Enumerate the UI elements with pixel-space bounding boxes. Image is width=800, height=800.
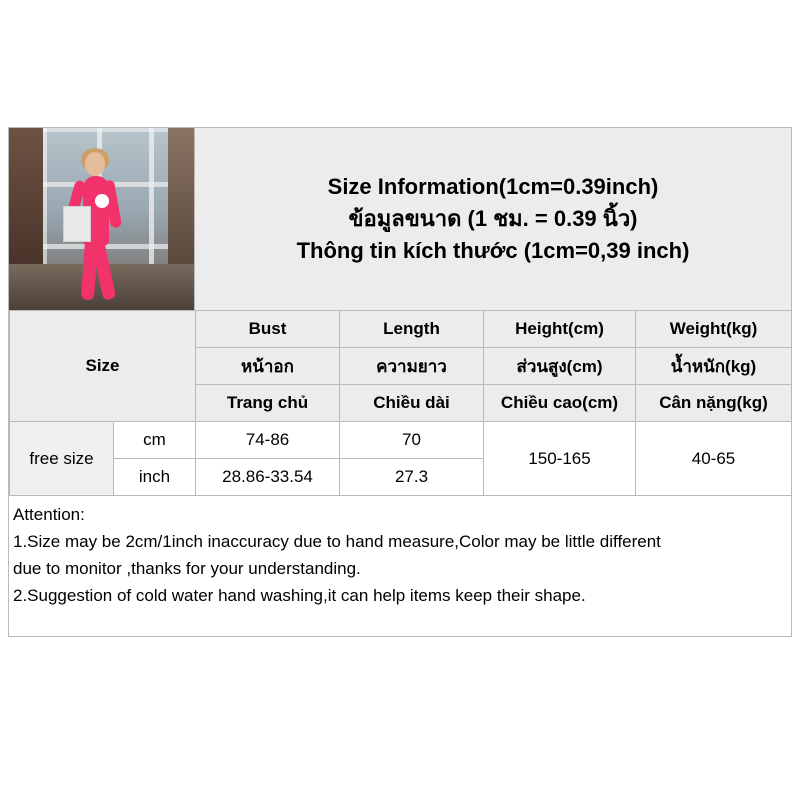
attention-block bbox=[9, 496, 791, 615]
length-cm: 70 bbox=[340, 422, 484, 459]
col-header-bust-vi: Trang chủ bbox=[196, 385, 340, 422]
size-table bbox=[9, 310, 792, 496]
col-header-height-vi: Chiều cao(cm) bbox=[484, 385, 636, 422]
height-value: 150-165 bbox=[484, 422, 636, 496]
col-header-weight-th: น้ำหนัก(kg) bbox=[636, 348, 792, 385]
title-line-en: Size Information(1cm=0.39inch) bbox=[327, 174, 659, 200]
chart-header bbox=[9, 128, 791, 310]
col-header-length-vi: Chiều dài bbox=[340, 385, 484, 422]
title-line-th: ข้อมูลขนาด (1 ชม. = 0.39 นิ้ว) bbox=[348, 206, 638, 232]
curtain bbox=[63, 206, 91, 242]
col-header-weight-vi: Cân nặng(kg) bbox=[636, 385, 792, 422]
title-line-vi: Thông tin kích thước (1cm=0,39 inch) bbox=[296, 237, 690, 263]
watermark-dot-icon bbox=[95, 194, 109, 208]
attention-line-2: due to monitor ,thanks for your understanding. bbox=[13, 559, 361, 579]
col-header-bust-th: หน้าอก bbox=[196, 348, 340, 385]
col-header-height-th: ส่วนสูง(cm) bbox=[484, 348, 636, 385]
model-photo bbox=[9, 128, 195, 310]
weight-value: 40-65 bbox=[636, 422, 792, 496]
col-header-length-en: Length bbox=[340, 311, 484, 348]
bust-cm: 74-86 bbox=[196, 422, 340, 459]
unit-cm: cm bbox=[114, 422, 196, 459]
col-header-weight-en: Weight(kg) bbox=[636, 311, 792, 348]
unit-inch: inch bbox=[114, 459, 196, 496]
row-size-label: free size bbox=[10, 422, 114, 496]
head bbox=[85, 152, 105, 176]
attention-line-3: 2.Suggestion of cold water hand washing,it can help items keep their shape. bbox=[13, 586, 586, 606]
bust-inch: 28.86-33.54 bbox=[196, 459, 340, 496]
table-row bbox=[10, 422, 792, 459]
attention-line-1: 1.Size may be 2cm/1inch inaccuracy due to hand measure,Color may be little different bbox=[13, 532, 661, 552]
title-block bbox=[195, 128, 791, 310]
table-row-header-en bbox=[10, 311, 792, 348]
length-inch: 27.3 bbox=[340, 459, 484, 496]
col-header-length-th: ความยาว bbox=[340, 348, 484, 385]
size-chart-card bbox=[8, 127, 792, 637]
col-header-height-en: Height(cm) bbox=[484, 311, 636, 348]
size-label-cell: Size bbox=[10, 311, 196, 422]
attention-heading: Attention: bbox=[13, 505, 85, 524]
col-header-bust-en: Bust bbox=[196, 311, 340, 348]
